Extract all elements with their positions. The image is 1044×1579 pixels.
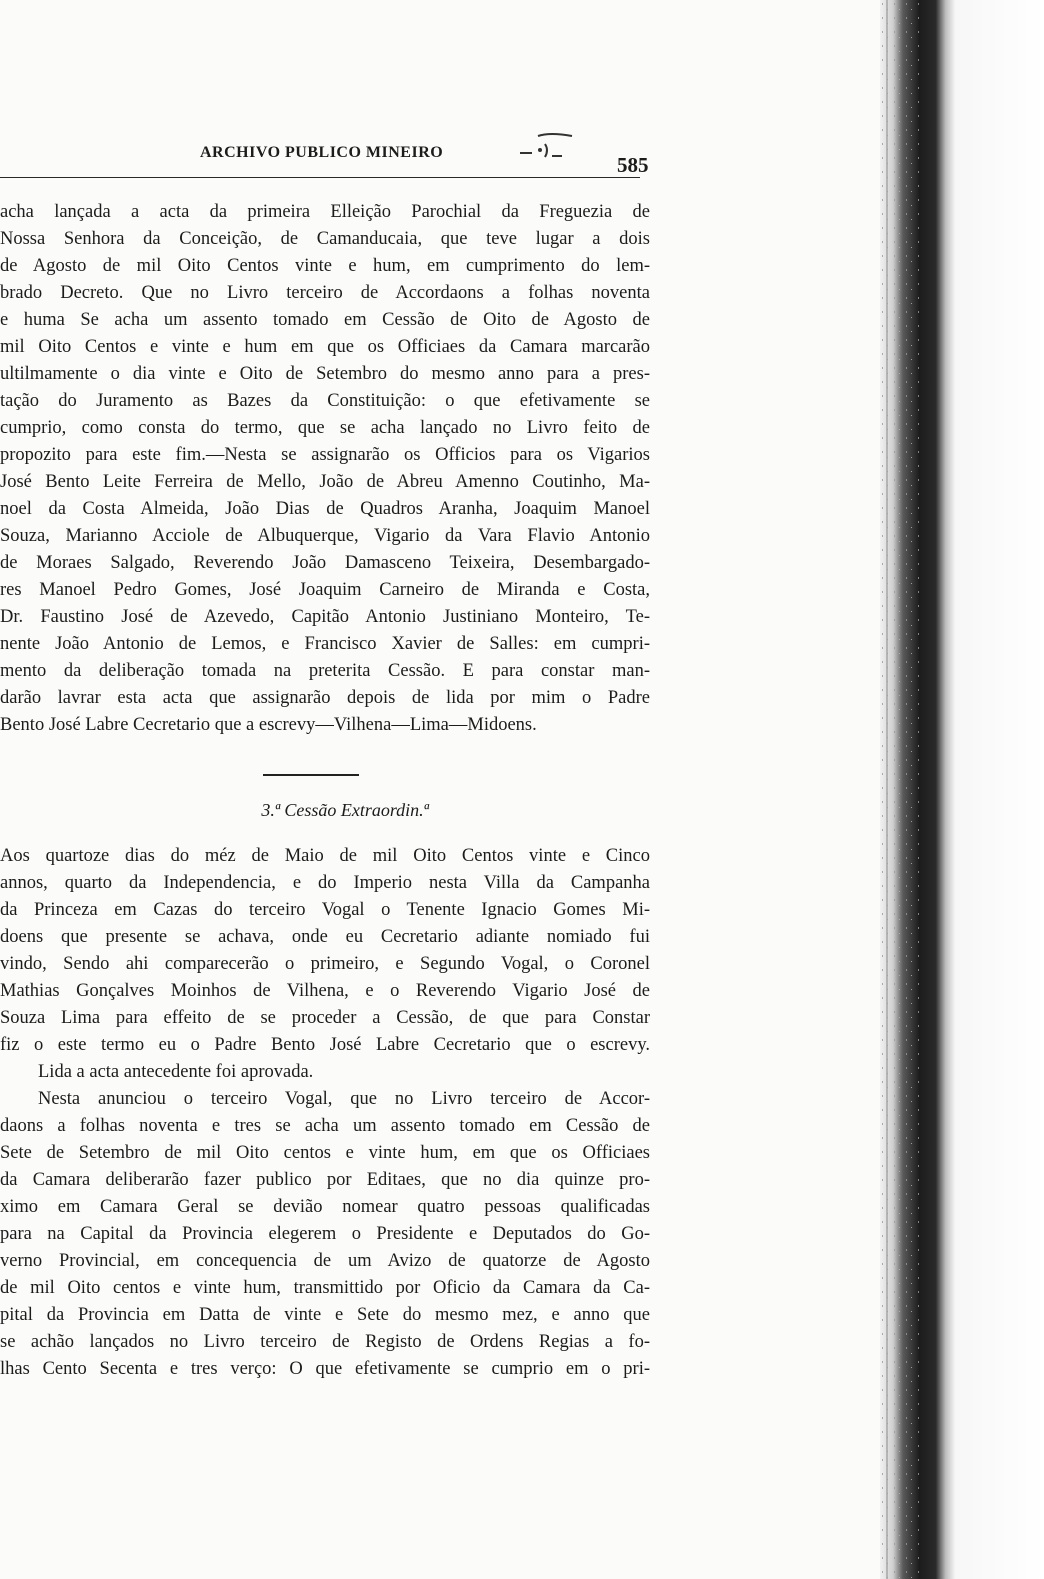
text-line: tação do Juramento as Bazes da Constituição: o que efetivamente se	[0, 391, 650, 411]
text-line: Souza, Marianno Acciole de Albuquerque, Vigario da Vara Flavio Antonio	[0, 526, 650, 546]
running-head: ARCHIVO PUBLICO MINEIRO	[200, 144, 444, 161]
header-rule	[0, 177, 640, 178]
text-line: res Manoel Pedro Gomes, José Joaquim Carneiro de Miranda e Costa,	[0, 580, 650, 600]
text-line: nente João Antonio de Lemos, e Francisco Xavier de Salles: em cumpri-	[0, 634, 650, 654]
section-heading: 3.ª Cessão Extraordin.ª	[261, 800, 429, 820]
text-line: Aos quartoze dias do méz de Maio de mil Oito Centos vinte e Cinco	[0, 846, 650, 866]
scan-edge-shadow	[880, 0, 1044, 1579]
text-line: verno Provincial, em concequencia de um Avizo de quatorze de Agosto	[0, 1251, 650, 1271]
text-line: mil Oito Centos e vinte e hum em que os Officiaes da Camara marcarão	[0, 337, 650, 357]
text-line: José Bento Leite Ferreira de Mello, João de Abreu Amenno Coutinho, Ma-	[0, 472, 650, 492]
text-line: Souza Lima para effeito de se proceder a Cessão, de que para Constar	[0, 1008, 650, 1028]
text-line: Nossa Senhora da Conceição, de Camanducaia, que teve lugar a dois	[0, 229, 650, 249]
text-line: fiz o este termo eu o Padre Bento José Labre Cecretario que o escrevy.	[0, 1035, 650, 1055]
text-line: acha lançada a acta da primeira Elleição Parochial da Freguezia de	[0, 202, 650, 222]
text-line: Nesta anunciou o terceiro Vogal, que no Livro terceiro de Accor-	[38, 1089, 650, 1109]
text-line: noel da Costa Almeida, João Dias de Quadros Aranha, Joaquim Manoel	[0, 499, 650, 519]
text-line: de mil Oito centos e vinte hum, transmittido por Oficio da Camara da Ca-	[0, 1278, 650, 1298]
text-line: Sete de Setembro de mil Oito centos e vinte hum, em que os Officiaes	[0, 1143, 650, 1163]
text-line: vindo, Sendo ahi comparecerão o primeiro, e Segundo Vogal, o Coronel	[0, 954, 650, 974]
text-line: lhas Cento Secenta e tres verço: O que efetivamente se cumprio em o pri-	[0, 1359, 650, 1379]
text-line: se achão lançados no Livro terceiro de Registo de Ordens Regias a fo-	[0, 1332, 650, 1352]
text-line: cumprio, como consta do termo, que se acha lançado no Livro feito de	[0, 418, 650, 438]
text-line: ximo em Camara Geral se devião nomear quatro pessoas qualificadas	[0, 1197, 650, 1217]
section-divider	[263, 774, 359, 776]
text-line: darão lavrar esta acta que assignarão depois de lida por mim o Padre	[0, 688, 650, 708]
paragraph-previous-minutes	[0, 199, 650, 739]
text-line: Bento José Labre Cecretario que a escrevy—Vilhena—Lima—Midoens.	[0, 715, 537, 735]
text-line: propozito para este fim.—Nesta se assignarão os Officios para os Vigarios	[0, 445, 650, 465]
text-line: brado Decreto. Que no Livro terceiro de Accordaons a folhas noventa	[0, 283, 650, 303]
text-line: annos, quarto da Independencia, e do Imperio nesta Villa da Campanha	[0, 873, 650, 893]
text-line: de Agosto de mil Oito Centos vinte e hum, em cumprimento do lem-	[0, 256, 650, 276]
header-ornament-icon	[516, 130, 586, 170]
text-line: para na Capital da Provincia elegerem o Presidente e Deputados do Go-	[0, 1224, 650, 1244]
text-line: mento da deliberação tomada na preterita Cessão. E para constar man-	[0, 661, 650, 681]
text-line: doens que presente se achava, onde eu Cecretario adiante nomiado fui	[0, 927, 650, 947]
text-line: de Moraes Salgado, Reverendo João Damasceno Teixeira, Desembargado-	[0, 553, 650, 573]
text-line: e huma Se acha um assento tomado em Cessão de Oito de Agosto de	[0, 310, 650, 330]
text-line: Mathias Gonçalves Moinhos de Vilhena, e o Reverendo Vigario José de	[0, 981, 650, 1001]
text-line: daons a folhas noventa e tres se acha um assento tomado em Cessão de	[0, 1116, 650, 1136]
text-line: Lida a acta antecedente foi aprovada.	[38, 1062, 314, 1082]
text-line: Dr. Faustino José de Azevedo, Capitão Antonio Justiniano Monteiro, Te-	[0, 607, 650, 627]
text-line: da Camara deliberarão fazer publico por Editaes, que no dia quinze pro-	[0, 1170, 650, 1190]
text-line: da Princeza em Cazas do terceiro Vogal o Tenente Ignacio Gomes Mi-	[0, 900, 650, 920]
page-number: 585	[617, 153, 649, 177]
paragraph-extraordinary-session	[0, 843, 650, 1383]
text-line: ultilmamente o dia vinte e Oito de Setembro do mesmo anno para a pres-	[0, 364, 650, 384]
text-line: pital da Provincia em Datta de vinte e Sete do mesmo mez, e anno que	[0, 1305, 650, 1325]
